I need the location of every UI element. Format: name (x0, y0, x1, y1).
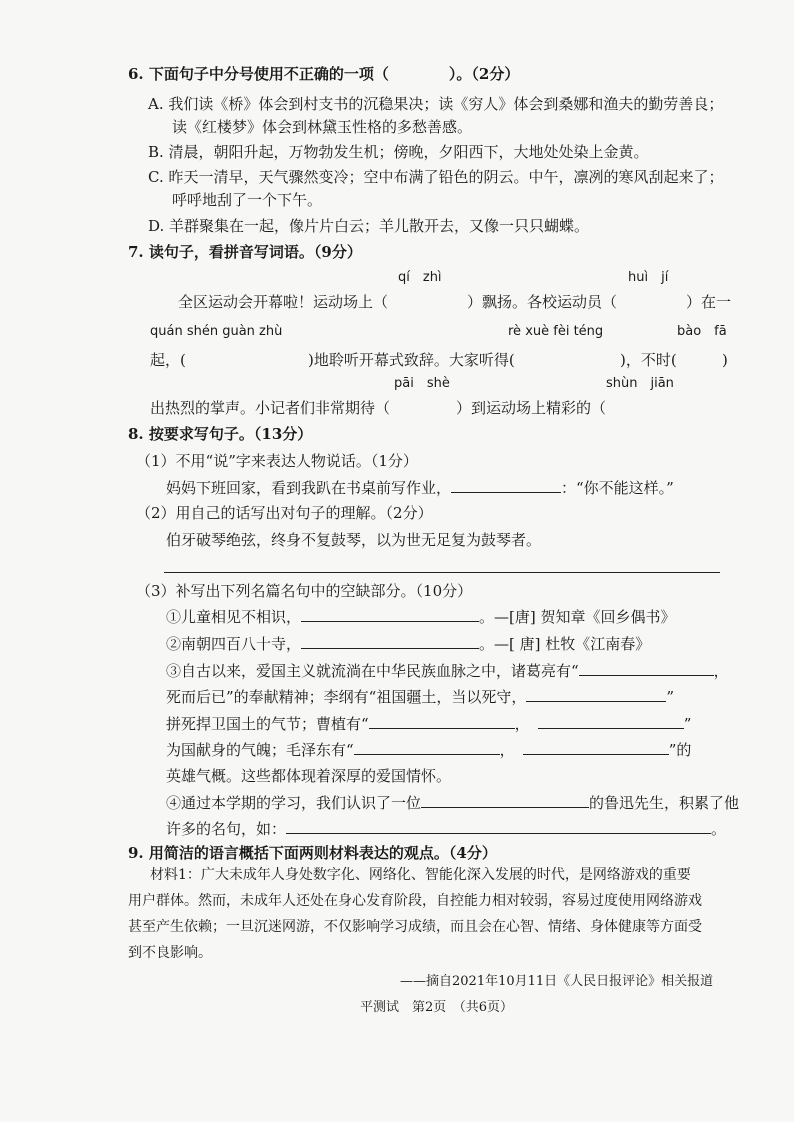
q7-line1-part3: ）在一 (686, 293, 732, 311)
poem-3-quote: ” (666, 688, 675, 706)
answer-blank[interactable] (523, 739, 669, 755)
q7-line2-part4: ) (722, 351, 728, 369)
answer-blank[interactable] (286, 818, 711, 834)
pinyin-qizhi: qí zhì (398, 270, 442, 285)
poem-3-quote: ” (683, 715, 692, 733)
material-1-line3: 甚至产生依赖；一旦沉迷网游，不仅影响学习成绩，而且会在心智、情绪、身体健康等方面受 (128, 919, 702, 935)
poem-2-text: ②南朝四百八十寺， (166, 635, 302, 653)
q7-line3-part1: 出热烈的掌声。小记者们非常期待（ (150, 399, 391, 417)
q8-stem: 8. 按要求写句子。（13分） (128, 425, 313, 443)
poem-4-text: ④通过本学期的学习，我们认识了一位 (166, 794, 422, 812)
pinyin-shunjian: shùn jiān (606, 376, 674, 391)
material-source: ——摘自2021年10月11日《人民日报评论》相关报道 (400, 974, 714, 989)
q6-option-d: D. 羊群聚集在一起，像片片白云；羊儿散开去，又像一只只蝴蝶。 (148, 217, 590, 235)
q7-line1-part1: 全区运动会开幕啦！运动场上（ (178, 293, 389, 311)
q7-line2-part2: )地聆听开幕式致辞。大家听得( (308, 351, 515, 369)
poem-3-text: 拼死捍卫国土的气节；曹植有“ (166, 715, 369, 733)
q8-sub1-quote: ：“你不能这样。” (561, 479, 674, 497)
answer-line[interactable] (164, 572, 720, 573)
poem-4-period: 。 (711, 820, 727, 838)
poem-3-comma: ， (713, 662, 729, 680)
pinyin-quanshenguanzhu: quán shén guàn zhù (150, 324, 283, 339)
poem-1 (166, 606, 676, 627)
poem-3-text: ③自古以来，爱国主义就流淌在中华民族血脉之中，诸葛亮有“ (166, 662, 579, 680)
poem-3-line3 (166, 713, 691, 734)
q8-sub1-sentence (166, 477, 674, 498)
poem-3-quote: ”的 (668, 741, 692, 759)
poem-3-text: 死而后已”的奉献精神；李纲有“祖国疆土，当以死守， (166, 688, 527, 706)
poem-2-source: 。—[ 唐] 杜牧《江南春》 (479, 635, 651, 653)
q8-sub1: （1）不用“说”字来表达人物说话。（1分） (136, 452, 418, 470)
answer-blank[interactable] (421, 792, 589, 808)
poem-3-line2 (166, 686, 674, 707)
q6-option-b: B. 清晨，朝阳升起，万物勃发生机；傍晚，夕阳西下，大地处处染上金黄。 (148, 143, 649, 161)
q6-option-a-line2: 读《红楼梦》体会到林黛玉性格的多愁善感。 (172, 118, 473, 136)
poem-3-comma: ， (514, 715, 530, 733)
material-1-line2: 用户群体。然而，未成年人还处在身心发育阶段，自控能力相对较弱，容易过度使用网络游戏 (128, 893, 702, 909)
material-1-line1: 材料1：广大未成年人身处数字化、网络化、智能化深入发展的时代，是网络游戏的重要 (150, 867, 691, 883)
pinyin-huiji: huì jí (628, 270, 669, 285)
poem-3-text: 为国献身的气魄；毛泽东有“ (166, 741, 354, 759)
q6-option-c-line1: C. 昨天一清早，天气骤然变冷；空中布满了铅色的阴云。中午，凛冽的寒风刮起来了； (148, 168, 724, 186)
q7-stem: 7. 读句子，看拼音写词语。（9分） (128, 243, 362, 261)
q7-line3-part2: ）到运动场上精彩的（ (456, 399, 607, 417)
page-footer: 平测试 第2页 （共6页） (360, 1000, 514, 1015)
q8-sub2: （2）用自己的话写出对句子的理解。（2分） (136, 504, 433, 522)
q6-option-a-line1: A. 我们读《桥》体会到村支书的沉稳果决；读《穷人》体会到桑娜和渔夫的勤劳善良； (148, 95, 724, 113)
poem-1-source: 。—[唐] 贺知章《回乡偶书》 (479, 608, 676, 626)
pinyin-paishe: pāi shè (394, 376, 450, 391)
answer-blank[interactable] (451, 477, 561, 493)
poem-3-line1 (166, 660, 729, 681)
poem-1-text: ①儿童相见不相识， (166, 608, 302, 626)
pinyin-baofa: bào fā (677, 324, 727, 339)
answer-blank[interactable] (526, 686, 666, 702)
answer-blank[interactable] (301, 633, 479, 649)
answer-blank[interactable] (354, 739, 500, 755)
answer-blank[interactable] (579, 660, 714, 676)
q6-option-c-line2: 呼呼地刮了一个下午。 (172, 191, 323, 209)
answer-blank[interactable] (538, 713, 684, 729)
q7-line2-part1: 起，( (150, 351, 186, 369)
q6-stem: 6. 下面句子中分号使用不正确的一项（ ）。（2分） (128, 65, 520, 83)
q9-stem: 9. 用简洁的语言概括下面两则材料表达的观点。（4分） (128, 844, 497, 862)
pinyin-rexuefeiteng: rè xuè fèi téng (508, 324, 604, 339)
answer-blank[interactable] (301, 606, 479, 622)
q8-sub2-sentence: 伯牙破琴绝弦，终身不复鼓琴，以为世无足复为鼓琴者。 (166, 531, 542, 549)
poem-3-line5: 英雄气概。这些都体现着深厚的爱国情怀。 (166, 767, 452, 785)
poem-2 (166, 633, 650, 654)
poem-4-text: 许多的名句，如： (166, 820, 287, 838)
poem-4-text-end: 的鲁迅先生，积累了他 (589, 794, 740, 812)
poem-3-comma: ， (499, 741, 515, 759)
q8-sub1-text: 妈妈下班回家，看到我趴在书桌前写作业， (166, 479, 452, 497)
poem-4-line2 (166, 818, 726, 839)
poem-3-line4 (166, 739, 691, 760)
q7-line2-part3: )，不时( (620, 351, 677, 369)
answer-blank[interactable] (369, 713, 515, 729)
poem-4-line1 (166, 792, 739, 813)
q7-line1-part2: ）飘扬。各校运动员（ (467, 293, 618, 311)
material-1-line4: 到不良影响。 (128, 945, 212, 961)
q8-sub3: （3）补写出下列名篇名句中的空缺部分。（10分） (136, 582, 473, 600)
